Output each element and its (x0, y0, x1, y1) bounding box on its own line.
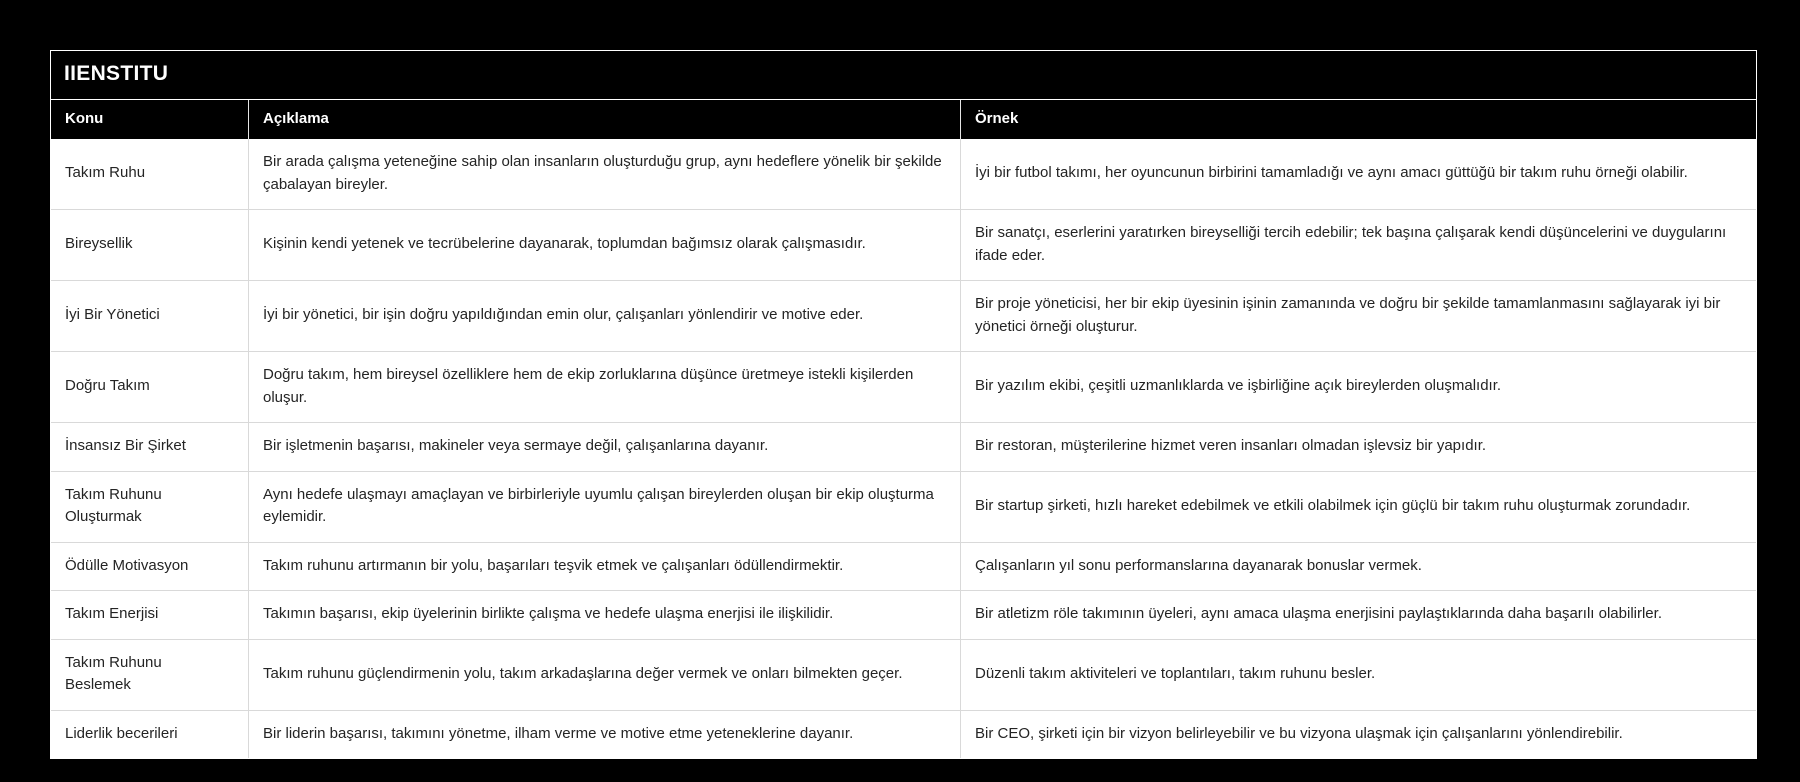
cell-aciklama: Bir işletmenin başarısı, makineler veya sermaye değil, çalışanlarına dayanır. (249, 422, 961, 471)
cell-ornek: Bir yazılım ekibi, çeşitli uzmanlıklarda ve işbirliğine açık bireylerden oluşmalıdır. (961, 351, 1756, 422)
cell-konu: Ödülle Motivasyon (51, 542, 249, 591)
cell-ornek: Bir restoran, müşterilerine hizmet veren insanları olmadan işlevsiz bir yapıdır. (961, 422, 1756, 471)
table-row (51, 639, 1756, 710)
table-row (51, 542, 1756, 591)
table-row (51, 209, 1756, 280)
column-header-konu: Konu (51, 100, 249, 139)
cell-konu: Takım Ruhunu Oluşturmak (51, 471, 249, 542)
cell-aciklama: İyi bir yönetici, bir işin doğru yapıldığından emin olur, çalışanları yönlendirir ve motive eder. (249, 280, 961, 351)
cell-aciklama: Takım ruhunu güçlendirmenin yolu, takım arkadaşlarına değer vermek ve onları bilmekten geçer. (249, 639, 961, 710)
topics-table (51, 99, 1756, 758)
cell-aciklama: Takım ruhunu artırmanın bir yolu, başarıları teşvik etmek ve çalışanları ödüllendirmektir. (249, 542, 961, 591)
table-body (51, 139, 1756, 758)
cell-ornek: Bir CEO, şirketi için bir vizyon belirleyebilir ve bu vizyona ulaşmak için çalışanlarını yönlendirebilir. (961, 710, 1756, 759)
cell-konu: İnsansız Bir Şirket (51, 422, 249, 471)
table-row (51, 422, 1756, 471)
cell-aciklama: Takımın başarısı, ekip üyelerinin birlikte çalışma ve hedefe ulaşma enerjisi ile ilişkilidir. (249, 590, 961, 639)
cell-ornek: Bir atletizm röle takımının üyeleri, aynı amaca ulaşma enerjisini paylaştıklarında daha başarılı olabilirler. (961, 590, 1756, 639)
table-row (51, 280, 1756, 351)
cell-aciklama: Kişinin kendi yetenek ve tecrübelerine dayanarak, toplumdan bağımsız olarak çalışmasıdır. (249, 209, 961, 280)
table-row (51, 351, 1756, 422)
cell-konu: Doğru Takım (51, 351, 249, 422)
cell-aciklama: Doğru takım, hem bireysel özelliklere hem de ekip zorluklarına düşünce üretmeye istekli kişilerden oluşur. (249, 351, 961, 422)
table-row (51, 590, 1756, 639)
table-row (51, 471, 1756, 542)
table-row (51, 710, 1756, 759)
cell-ornek: Düzenli takım aktiviteleri ve toplantıları, takım ruhunu besler. (961, 639, 1756, 710)
cell-konu: Liderlik becerileri (51, 710, 249, 759)
column-header-aciklama: Açıklama (249, 100, 961, 139)
cell-aciklama: Bir arada çalışma yeteneğine sahip olan insanların oluşturduğu grup, aynı hedeflere yönelik bir şekilde çabalayan bireyler. (249, 139, 961, 209)
cell-ornek: Bir sanatçı, eserlerini yaratırken bireyselliği tercih edebilir; tek başına çalışarak kendi düşüncelerini ve duygularını ifade eder. (961, 209, 1756, 280)
cell-ornek: Çalışanların yıl sonu performanslarına dayanarak bonuslar vermek. (961, 542, 1756, 591)
column-header-ornek: Örnek (961, 100, 1756, 139)
cell-aciklama: Bir liderin başarısı, takımını yönetme, ilham verme ve motive etme yeteneklerine dayanır. (249, 710, 961, 759)
cell-aciklama: Aynı hedefe ulaşmayı amaçlayan ve birbirleriyle uyumlu çalışan bireylerden oluşan bir ekip oluşturma eylemidir. (249, 471, 961, 542)
cell-konu: Takım Ruhu (51, 139, 249, 209)
cell-konu: Bireysellik (51, 209, 249, 280)
table-row (51, 139, 1756, 209)
cell-konu: Takım Ruhunu Beslemek (51, 639, 249, 710)
table-header-row (51, 100, 1756, 139)
cell-ornek: İyi bir futbol takımı, her oyuncunun birbirini tamamladığı ve aynı amacı güttüğü bir takım ruhu örneği olabilir. (961, 139, 1756, 209)
page-title: IIENSTITU (51, 51, 1756, 99)
content-card (50, 50, 1757, 759)
cell-konu: İyi Bir Yönetici (51, 280, 249, 351)
cell-ornek: Bir startup şirketi, hızlı hareket edebilmek ve etkili olabilmek için güçlü bir takım ruhu oluşturmak zorundadır. (961, 471, 1756, 542)
cell-ornek: Bir proje yöneticisi, her bir ekip üyesinin işinin zamanında ve doğru bir şekilde tamamlanmasını sağlayarak iyi bir yönetici örneği oluşturur. (961, 280, 1756, 351)
cell-konu: Takım Enerjisi (51, 590, 249, 639)
